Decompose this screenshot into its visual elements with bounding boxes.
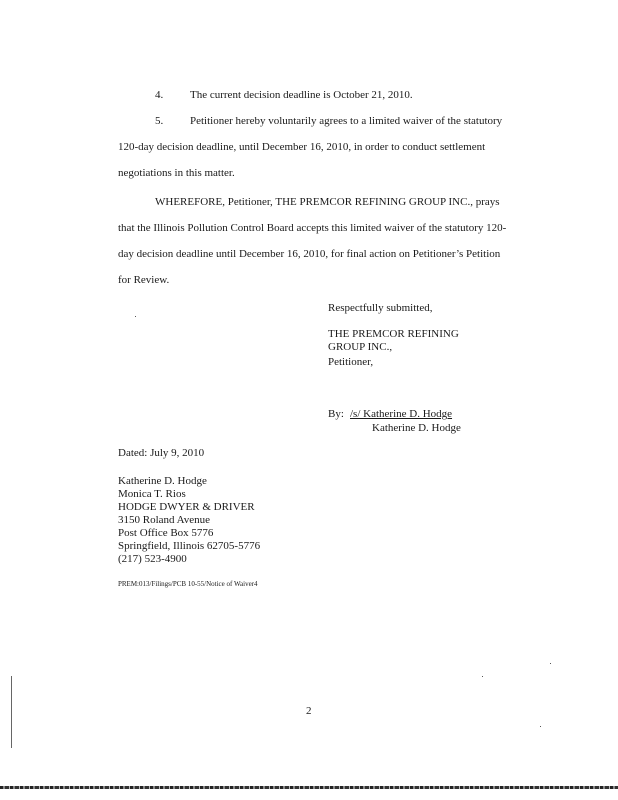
petitioner-role: Petitioner,	[328, 356, 374, 368]
company-line-1: THE PREMCOR REFINING	[328, 328, 459, 340]
electronic-signature: /s/ Katherine D. Hodge	[350, 408, 453, 420]
scan-speck	[135, 316, 136, 317]
paragraph-5-number: 5.	[155, 115, 164, 127]
scan-bottom-band	[0, 786, 618, 789]
paragraph-5-line-1: Petitioner hereby voluntarily agrees to a limited waiver of the statutory	[190, 115, 503, 127]
wherefore-line-3: day decision deadline until December 16, 2010, for final action on Petitioner’s Petition	[118, 248, 501, 260]
printed-name: Katherine D. Hodge	[372, 422, 461, 434]
paragraph-4-number: 4.	[155, 89, 164, 101]
counsel-name-1: Katherine D. Hodge	[118, 475, 207, 487]
wherefore-line-1: WHEREFORE, Petitioner, THE PREMCOR REFINING GROUP INC., prays	[155, 196, 500, 208]
wherefore-line-2: that the Illinois Pollution Control Board accepts this limited waiver of the statutory 120-	[118, 222, 507, 234]
city-line: Springfield, Illinois 62705-5776	[118, 540, 261, 552]
scan-speck	[550, 663, 551, 664]
scan-speck	[482, 676, 483, 677]
paragraph-4-text: The current decision deadline is October 21, 2010.	[190, 89, 413, 101]
company-line-2: GROUP INC.,	[328, 341, 393, 353]
paragraph-5-line-3: negotiations in this matter.	[118, 167, 235, 179]
scan-edge-mark	[11, 676, 12, 748]
address-line-2: Post Office Box 5776	[118, 527, 214, 539]
paragraph-5-line-2: 120-day decision deadline, until December 16, 2010, in order to conduct settlement	[118, 141, 486, 153]
scan-speck	[540, 726, 541, 727]
counsel-name-2: Monica T. Rios	[118, 488, 186, 500]
page-number: 2	[306, 705, 312, 717]
file-reference: PREM:013/Filings/PCB 10-55/Notice of Waiver4	[118, 580, 258, 588]
address-line-1: 3150 Roland Avenue	[118, 514, 211, 526]
by-label: By:	[328, 408, 344, 420]
closing: Respectfully submitted,	[328, 302, 433, 314]
wherefore-line-4: for Review.	[118, 274, 170, 286]
dated-line: Dated: July 9, 2010	[118, 447, 205, 459]
firm-name: HODGE DWYER & DRIVER	[118, 501, 255, 513]
phone-line: (217) 523-4900	[118, 553, 187, 565]
